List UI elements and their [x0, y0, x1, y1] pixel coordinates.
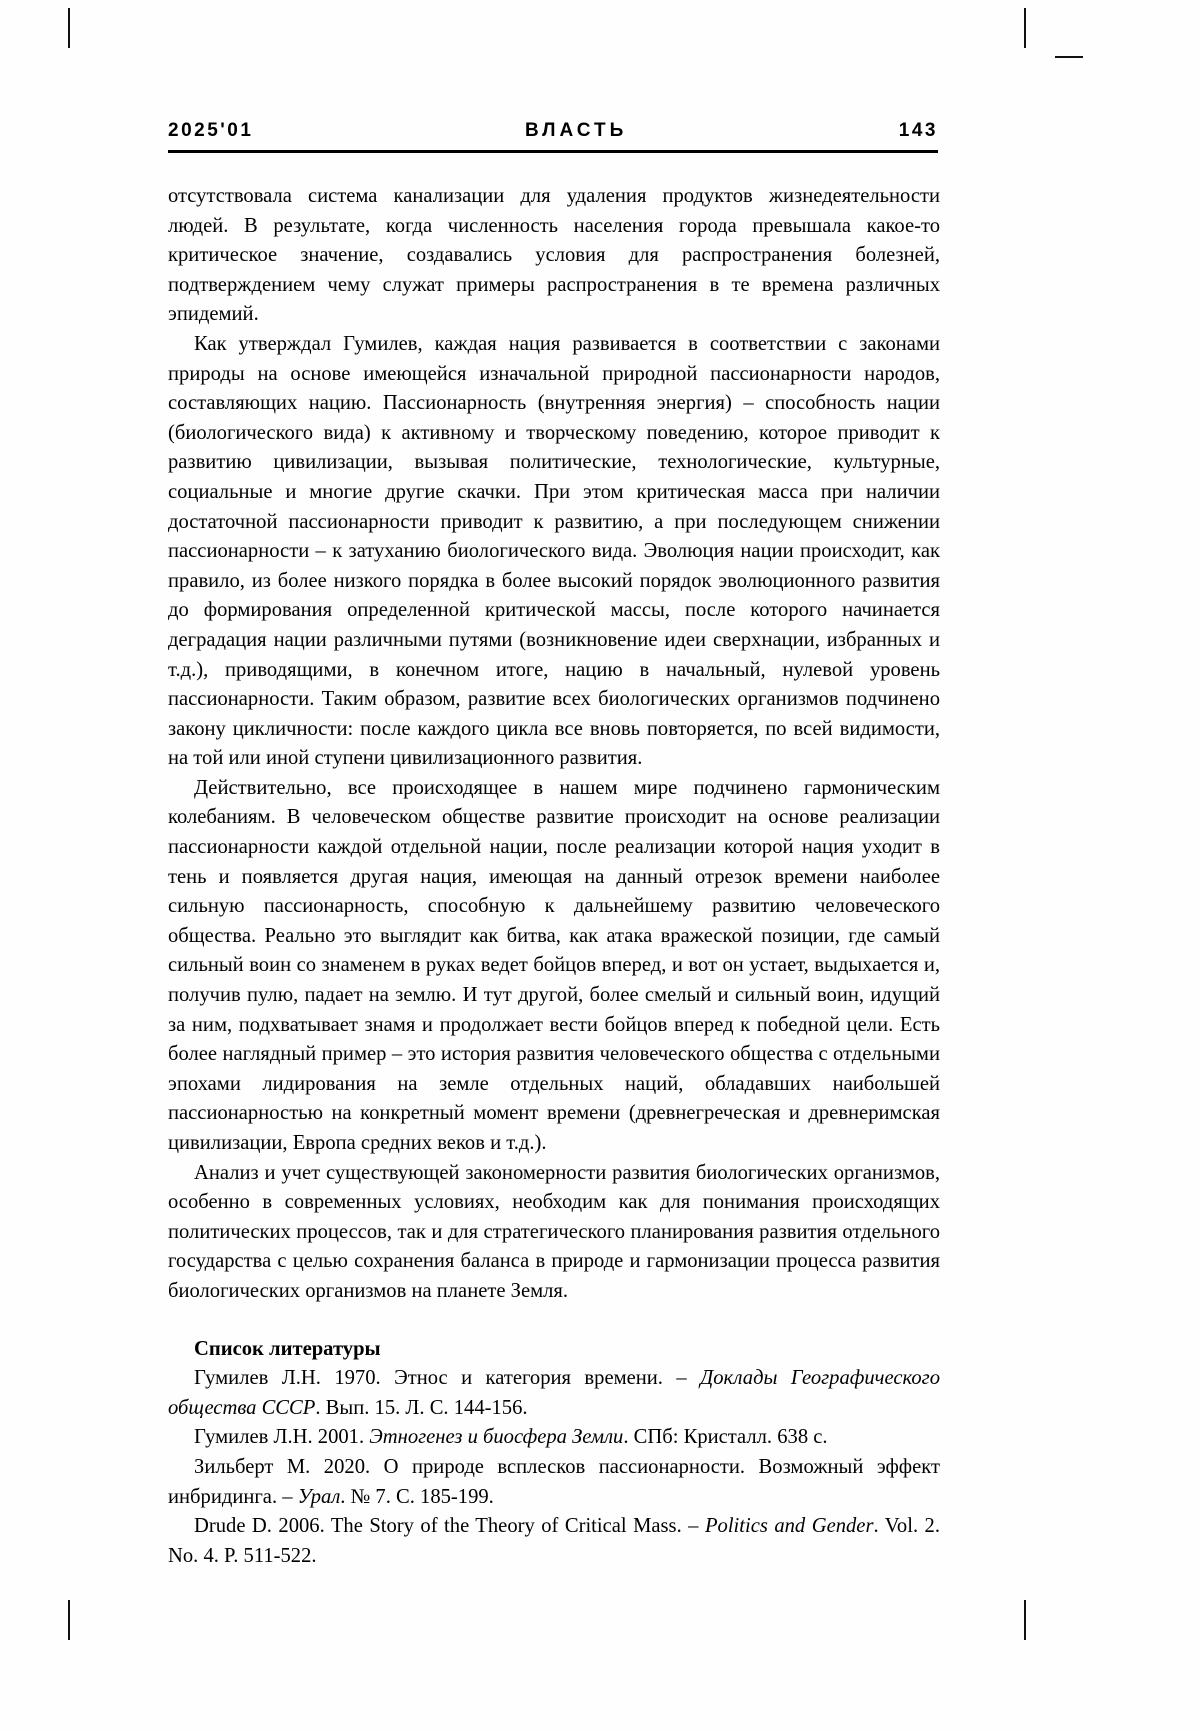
reference-pre: Гумилев Л.Н. 2001.	[194, 1426, 370, 1449]
references-heading: Список литературы	[194, 1337, 381, 1360]
crop-mark-bottom-right	[1024, 1600, 1026, 1640]
page-number: 143	[898, 120, 938, 141]
crop-mark-bottom-left	[68, 1600, 70, 1640]
reference-post: . Вып. 15. Л. С. 144-156.	[315, 1396, 528, 1419]
paragraph: Анализ и учет существующей закономерности развития биологических организмов, особенно в современных условиях, необходим как для понимания происходящих политических процессов, так и для стратегического планирования развития отдельного государства с целью сохранения баланса в природе и гармонизации процесса развития биологических организмов на планете Земля.	[168, 1161, 940, 1302]
reference-post: . СПб: Кристалл. 638 с.	[623, 1426, 828, 1449]
article-body	[168, 182, 940, 1571]
reference-pre: Drude D. 2006. The Story of the Theory of Critical Mass. –	[194, 1515, 705, 1538]
header-divider	[168, 150, 938, 153]
reference-source: Этногенез и биосфера Земли	[369, 1426, 624, 1449]
reference-post: . № 7. С. 185-199.	[340, 1485, 494, 1508]
reference-item	[168, 1512, 940, 1571]
reference-item	[168, 1453, 940, 1512]
paragraph: Действительно, все происходящее в нашем мире подчинено гармоническим колебаниям. В человеческом обществе развитие происходит на основе реализации пассионарности каждой отдельной нации, после реализации которой нация уходит в тень и появляется другая нация, имеющая на данный отрезок времени наиболее сильную пассионарность, способную к дальнейшему развитию человеческого общества. Реально это выглядит как битва, как атака вражеской позиции, где самый сильный воин со знаменем в руках ведет бойцов вперед, и вот он устает, выдыхается и, получив пулю, падает на землю. И тут другой, более смелый и сильный воин, идущий за ним, подхватывает знамя и продолжает вести бойцов вперед к победной цели. Есть более наглядный пример – это история развития человеческого общества с отдельными эпохами лидирования на земле отдельных наций, обладавших наибольшей пассионарностью на конкретный момент времени (древнегреческая и древнеримская цивилизации, Европа средних веков и т.д.).	[168, 776, 940, 1154]
reference-source: Politics and Gender	[704, 1515, 874, 1538]
paragraph: Как утверждал Гумилев, каждая нация развивается в соответствии с законами природы на основе имеющейся изначальной природной пассионарности народов, составляющих нацию. Пассионарность (внутренняя энергия) – способность нации (биологического вида) к активному и творческому поведению, которое приводит к развитию цивилизации, вызывая политические, технологические, культурные, социальные и многие другие скачки. При этом критическая масса при наличии достаточной пассионарности приводит к развитию, а при последующем снижении пассионарности – к затуханию биологического вида. Эволюция нации происходит, как правило, из более низкого порядка в более высокий порядок эволюционного развития до формирования определенной критической массы, после которого начинается деградация нации различными путями (возникновение идеи сверхнации, избранных и т.д.), приводящими, в конечном итоге, нацию в начальный, нулевой уровень пассионарности. Таким образом, развитие всех биологических организмов подчинено закону цикличности: после каждого цикла все вновь повторяется, по всей видимости, на той или иной ступени цивилизационного развития.	[168, 332, 940, 770]
page-header	[168, 120, 938, 142]
reference-source: Доклады Географического общества СССР	[168, 1367, 940, 1419]
reference-pre: Зильберт М. 2020. О природе всплесков пассионарности. Возможный эффект инбридинга. –	[168, 1455, 940, 1508]
reference-post: . Vol. 2. No. 4. P. 511-522.	[168, 1515, 941, 1567]
journal-title: ВЛАСТЬ	[524, 120, 628, 141]
reference-pre: Гумилев Л.Н. 1970. Этнос и категория времени. –	[194, 1367, 701, 1390]
reference-item	[168, 1423, 940, 1453]
crop-mark-top-right	[1024, 8, 1026, 48]
paragraph: отсутствовала система канализации для удаления продуктов жизнедеятельности людей. В результате, когда численность населения города превышала какое-то критическое значение, создавались условия для распространения болезней, подтверждением чему служат примеры распространения в те времена различных эпидемий.	[168, 185, 940, 326]
crop-mark-right-edge	[1055, 56, 1083, 58]
reference-source: Урал	[297, 1485, 341, 1508]
issue-label: 2025'01	[168, 120, 254, 141]
reference-item	[168, 1364, 940, 1423]
crop-mark-top-left	[68, 8, 70, 48]
